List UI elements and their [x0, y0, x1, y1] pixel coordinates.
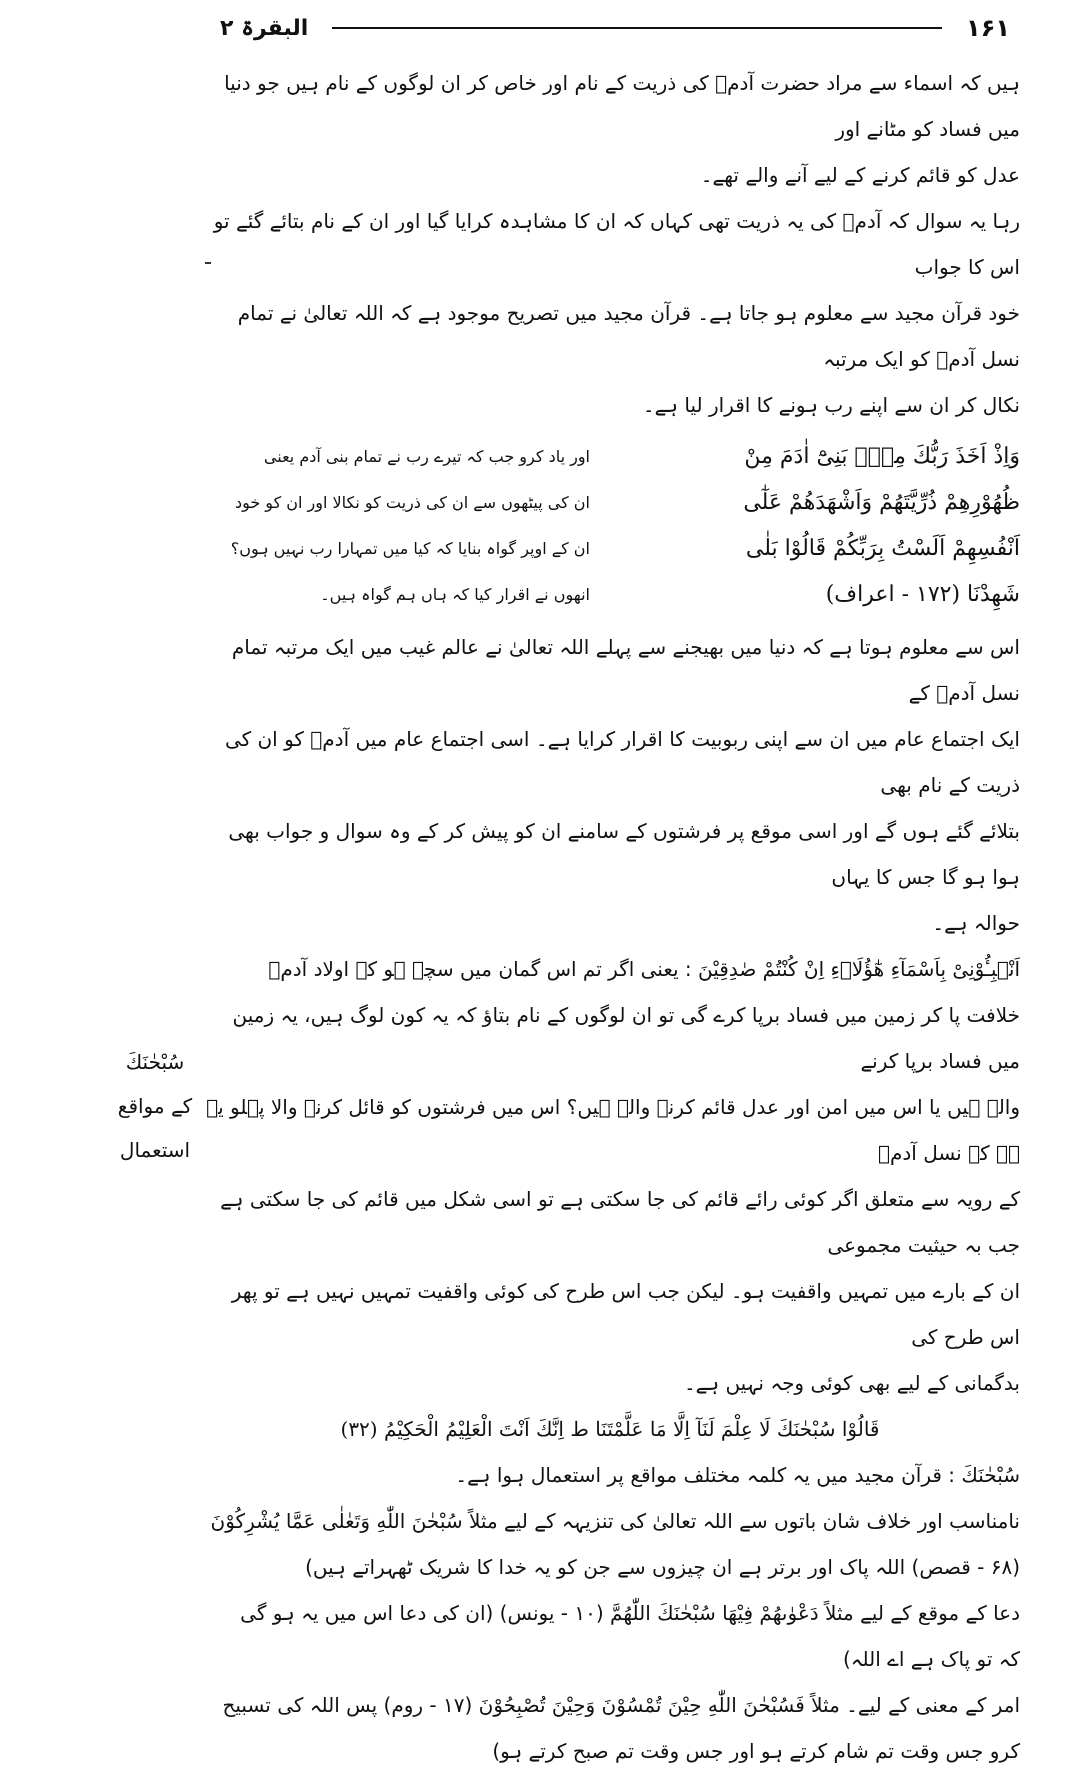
- paragraph-line: اس سے معلوم ہوتا ہے کہ دنیا میں بھیجنے سے پہلے اللہ تعالیٰ نے عالم غیب میں ایک مرتبہ تمام نسل آدمؑ کے: [231, 635, 1020, 705]
- paragraph-line: بتلائے گئے ہوں گے اور اسی موقع پر فرشتوں کے سامنے ان کو پیش کر کے وہ سوال و جواب بھی ہوا ہو گا جس کا یہاں: [228, 819, 1020, 889]
- arabic-verse-line: اَنْفُسِهِمْ اَلَسْتُ بِرَبِّكُمْ قَالُوْا بَلٰى: [745, 536, 1020, 561]
- paragraph-line: رہا یہ سوال کہ آدمؑ کی یہ ذریت تھی کہاں کہ ان کا مشاہدہ کرایا گیا اور ان کے نام بتائے گئے تو اس کا جواب: [213, 209, 1020, 279]
- verse-31-line: اَنْۢبِـُٔوْنِىْ بِاَسْمَآءِ هٰٓؤُلَاۤءِ اِنْ كُنْتُمْ صٰدِقِيْنَ : یعنی اگر تم اس گمان میں سچے ہو کہ اولاد آدمؑ: [268, 957, 1020, 981]
- paragraph-line: والے ہیں یا اس میں امن اور عدل قائم کرنے والے ہیں؟ اس میں فرشتوں کو قائل کرنے والا پہلو یہ ہے کہ نسل آدمؑ: [206, 1095, 1020, 1165]
- verse-32: قَالُوْا سُبْحٰنَكَ لَا عِلْمَ لَنَآ اِلَّا مَا عَلَّمْتَنَا ط اِنَّكَ اَنْتَ الْعَلِيْمُ الْحَكِيْمُ (۳۲): [340, 1417, 880, 1441]
- paragraph-line: نکال کر ان سے اپنے رب ہونے کا اقرار لیا ہے۔: [642, 393, 1020, 417]
- page-header: [220, 8, 1010, 48]
- paragraph-line: حوالہ ہے۔: [932, 911, 1020, 935]
- margin-note: [110, 1040, 200, 1172]
- margin-note-line: کے مواقع: [117, 1094, 193, 1118]
- arabic-verse-column: [590, 434, 1020, 618]
- arabic-verse-line: وَاِذْ اَخَذَ رَبُّكَ مِنْۢ بَنِىْٓ اٰدَمَ مِنْ: [744, 444, 1020, 469]
- margin-note-line: سُبْحٰنَكَ: [125, 1050, 185, 1074]
- paragraph-line: دعا کے موقع کے لیے مثلاً دَعْوٰىهُمْ فِيْهَا سُبْحٰنَكَ اللّٰهُمَّ (۱۰ - یونس) (ان کی دعا اس میں یہ ہو گی: [240, 1601, 1020, 1625]
- translation-line: اور یاد کرو جب کہ تیرے رب نے تمام بنی آدم یعنی: [263, 447, 590, 466]
- paragraph-line: ایک اجتماع عام میں ان سے اپنی ربوبیت کا اقرار کرایا ہے۔ اسی اجتماع عام میں آدمؑ کو ان کی ذریت کے نام بھی: [224, 727, 1020, 797]
- verse-translation-block: [200, 434, 1020, 618]
- paragraph-line: نامناسب اور خلاف شان باتوں سے اللہ تعالیٰ کی تنزیہہ کے لیے مثلاً سُبْحٰنَ اللّٰهِ وَتَعٰلٰى عَمَّا يُشْرِكُوْنَ: [210, 1509, 1020, 1533]
- translation-column: [200, 434, 590, 618]
- header-rule: [332, 27, 942, 29]
- paragraph-line: کرو جس وقت تم شام کرتے ہو اور جس وقت تم صبح کرتے ہو): [492, 1739, 1020, 1763]
- paragraph-line: خلافت پا کر زمین میں فساد برپا کرے گی تو ان لوگوں کے نام بتاؤ کہ یہ کون لوگ ہیں، یہ زمین میں فساد برپا کرنے: [232, 1003, 1020, 1073]
- arabic-verse-line: شَهِدْنَا (۱۷۲ - اعراف): [825, 582, 1020, 607]
- paragraph-line: بدگمانی کے لیے بھی کوئی وجہ نہیں ہے۔: [683, 1371, 1020, 1395]
- translation-line: انھوں نے اقرار کیا کہ ہاں ہم گواہ ہیں۔: [320, 585, 590, 604]
- page-number: ۱۶۱: [966, 14, 1010, 42]
- paragraph-line: خود قرآن مجید سے معلوم ہو جاتا ہے۔ قرآن مجید میں تصریح موجود ہے کہ اللہ تعالیٰ نے تمام نسل آدمؑ کو ایک مرتبہ: [237, 301, 1020, 371]
- paragraph-line: کہ تو پاک ہے اے اللہ): [843, 1647, 1020, 1671]
- page-body: [200, 60, 1020, 1774]
- paragraph-line: ہیں کہ اسماء سے مراد حضرت آدمؑ کی ذریت کے نام اور خاص کر ان لوگوں کے نام ہیں جو دنیا میں فساد کو مٹانے اور: [224, 71, 1020, 141]
- arabic-verse-line: ظُهُوْرِهِمْ ذُرِّيَّتَهُمْ وَاَشْهَدَهُمْ عَلٰٓى: [743, 490, 1020, 515]
- paragraph-line: سُبْحٰنَكَ : قرآن مجید میں یہ کلمہ مختلف مواقع پر استعمال ہوا ہے۔: [455, 1463, 1020, 1487]
- paragraph-line: عدل کو قائم کرنے کے لیے آنے والے تھے۔: [700, 163, 1020, 187]
- margin-note-line: استعمال: [119, 1138, 191, 1162]
- paragraph-line: کے رویہ سے متعلق اگر کوئی رائے قائم کی جا سکتی ہے تو اسی شکل میں قائم کی جا سکتی ہے جب بہ حیثیت مجموعی: [220, 1187, 1020, 1257]
- translation-line: ان کے اوپر گواہ بنایا کہ کیا میں تمہارا رب نہیں ہوں؟: [230, 539, 590, 558]
- paragraph-line: ان کے بارے میں تمہیں واقفیت ہو۔ لیکن جب اس طرح کی کوئی واقفیت تمہیں نہیں ہے تو پھر اس طرح کی: [231, 1279, 1020, 1349]
- surah-title: البقرۃ ۲: [220, 15, 309, 41]
- paragraph-line: (۶۸ - قصص) اللہ پاک اور برتر ہے ان چیزوں سے جن کو یہ خدا کا شریک ٹھہراتے ہیں): [305, 1555, 1020, 1579]
- translation-line: ان کی پیٹھوں سے ان کی ذریت کو نکالا اور ان کو خود: [234, 493, 590, 512]
- paragraph-line: امر کے معنی کے لیے۔ مثلاً فَسُبْحٰنَ اللّٰهِ حِيْنَ تُمْسُوْنَ وَحِيْنَ تُصْبِحُوْنَ (۱۷ - روم) پس اللہ کی تسبیح: [222, 1693, 1020, 1717]
